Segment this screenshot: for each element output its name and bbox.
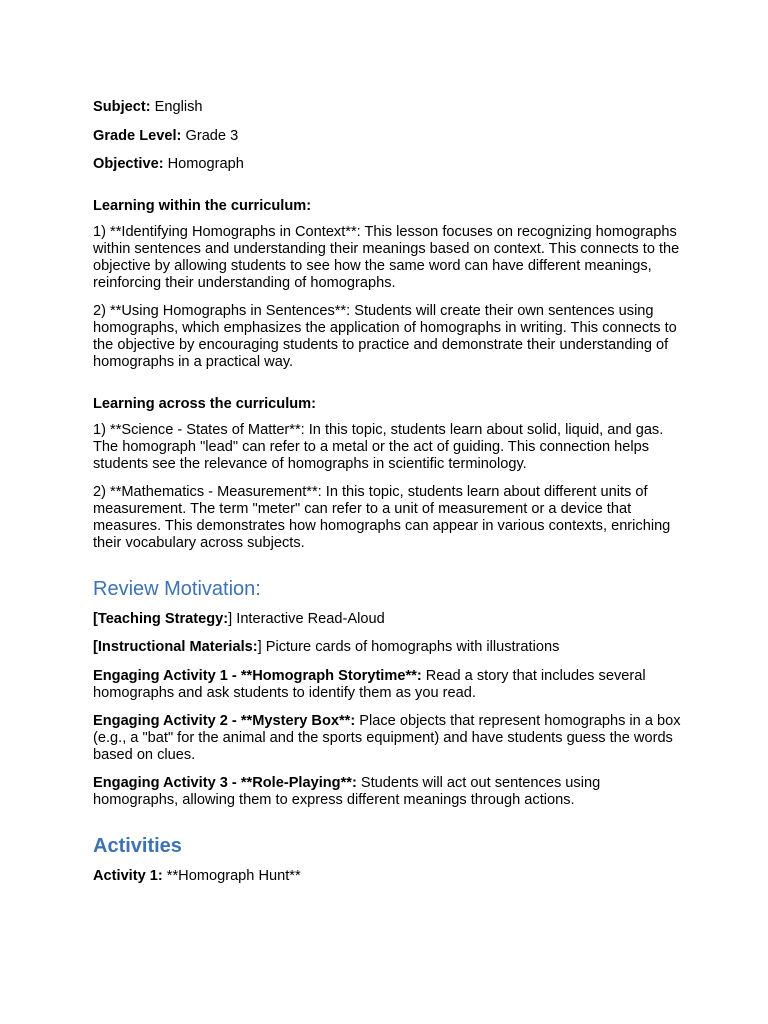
materials-label: [Instructional Materials: (93, 638, 258, 655)
materials-line (93, 639, 685, 656)
engaging-activity-3-text: Students will act out sentences using homographs, allowing them to express different meanings through actions. (93, 774, 601, 808)
activity-1-label: Activity 1: (93, 867, 163, 884)
across-item-2: 2) **Mathematics - Measurement**: In this topic, students learn about different units of measurement. The term "meter" can refer to a unit of measurement or a device that measures. This demonstrates how homographs can appear in various contexts, enriching their vocabulary across subjects. (93, 483, 671, 551)
activity-1-line (93, 868, 685, 885)
across-heading: Learning across the curriculum: (93, 395, 317, 412)
engaging-activity-3 (93, 775, 685, 809)
grade-label: Grade Level: (93, 127, 182, 144)
engaging-activity-2-text: Place objects that represent homographs in a box (e.g., a "bat" for the animal and the sports equipment) and have students guess the words based on clues. (93, 712, 681, 763)
grade-value: Grade 3 (181, 127, 239, 144)
within-heading: Learning within the curriculum: (93, 197, 312, 214)
document-page (93, 99, 685, 896)
across-item-1: 1) **Science - States of Matter**: In this topic, students learn about solid, liquid, and gas. The homograph "lead" can refer to a metal or the act of guiding. This connection helps students see the relevance of homographs in scientific terminology. (93, 421, 664, 472)
teaching-strategy-line (93, 611, 685, 628)
subject-line (93, 99, 685, 116)
engaging-activity-2-label: Engaging Activity 2 - **Mystery Box**: (93, 712, 356, 729)
objective-line (93, 156, 685, 173)
objective-value: Homograph (163, 156, 244, 172)
engaging-activity-1-text: Read a story that includes several homographs and ask students to identify them as you read. (93, 667, 646, 701)
activities-heading: Activities (93, 834, 182, 857)
engaging-activity-1 (93, 668, 685, 702)
subject-value: English (150, 99, 203, 115)
engaging-activity-3-label: Engaging Activity 3 - **Role-Playing**: (93, 774, 357, 791)
engaging-activity-2 (93, 713, 685, 764)
within-item-2: 2) **Using Homographs in Sentences**: Students will create their own sentences using homographs, which emphasizes the application of homographs in writing. This connects to the objective by encouraging students to practice and demonstrate their understanding of homographs in a practical way. (93, 302, 677, 370)
engaging-activity-1-label: Engaging Activity 1 - **Homograph Storytime**: (93, 667, 422, 684)
objective-label: Objective: (93, 156, 164, 172)
review-motivation-heading: Review Motivation: (93, 577, 261, 600)
within-item-1: 1) **Identifying Homographs in Context**: This lesson focuses on recognizing homographs within sentences and understanding their meanings based on context. This connects to the objective by allowing students to see how the same word can have different meanings, reinforcing their understanding of homographs. (93, 223, 680, 291)
materials-value: ] Picture cards of homographs with illustrations (257, 638, 560, 655)
teaching-strategy-label: [Teaching Strategy: (93, 610, 229, 627)
activity-1-value: **Homograph Hunt** (162, 867, 301, 884)
teaching-strategy-value: ] Interactive Read-Aloud (228, 610, 385, 627)
subject-label: Subject: (93, 99, 151, 115)
grade-line (93, 128, 685, 145)
